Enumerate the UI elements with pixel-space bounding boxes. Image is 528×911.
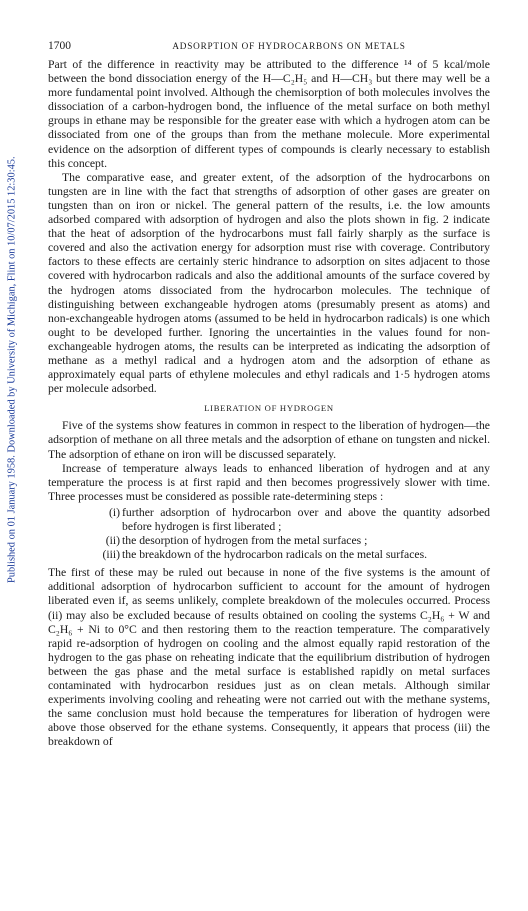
list-item: [48, 548, 490, 562]
paragraph-4: Increase of temperature always leads to enhanced liberation of hydrogen and at any temperature the process is at first rapid and then becomes progressively slower with time. Three processes must be considered as possible rate-determining steps :: [48, 461, 490, 503]
running-title: ADSORPTION OF HYDROCARBONS ON METALS: [172, 41, 406, 51]
paragraph-1: Part of the difference in reactivity may be attributed to the difference ¹⁴ of 5 kcal/mole between the bond dissociation energy of the H—C₂H₅ and H—CH₃ but there may well be a more fundamental point involved. Although the chemisorption of both molecules involves the dissociation of a carbon-hydrogen bond, the influence of the metal surface on both methyl groups in ethane may be responsible for the greater ease with which a hydrogen atom can be dissociated from one of the groups than from the methane molecule. More experimental evidence on the adsorption of different types of compounds is clearly necessary to establish this concept.: [48, 58, 490, 170]
list-item-number: (i): [108, 505, 120, 519]
list-item-number: (ii): [105, 534, 120, 548]
list-item-text: further adsorption of hydrocarbon over and above the quantity adsorbed before hydrogen is first liberated ;: [122, 505, 490, 533]
list-item: [48, 534, 490, 548]
list-item-text: the breakdown of the hydrocarbon radicals on the metal surfaces.: [122, 548, 428, 562]
download-watermark: Published on 01 January 1958. Downloaded by University of Michigan, Flint on 10/07/2015 12:30:45.: [6, 156, 18, 584]
page-number: 1700: [48, 40, 71, 52]
section-heading: LIBERATION OF HYDROGEN: [204, 403, 334, 414]
list-item: [48, 506, 490, 534]
page-header: [48, 40, 488, 56]
paragraph-5: The first of these may be ruled out because in none of the five systems is the amount of additional adsorption of hydrocarbon sufficient to account for the amount of hydrogen liberated even if, as seems unlikely, complete breakdown of the molecules occurred. Process (ii) may also be excluded because of results obtained on cooling the systems C₂H₆ + W and C₂H₆ + Ni to 0°C and then restoring them to the reaction temperature. The comparatively rapid re-adsorption of hydrogen on cooling and the almost equally rapid restoration of the hydrogen to the gas phase on reheating indicate that the equilibrium distribution of hydrogen between the gas phase and the metal surface is established rapidly on metal surfaces contaminated with hydrocarbon residues just as on clean metals. Although similar experiments involving cooling and reheating were not carried out with the methane systems, the same conclusion must hold because the temperatures for liberation of hydrogen were above those observed for the ethane systems. Consequently, it appears that process (iii) the breakdown of: [48, 566, 490, 749]
list-item-number: (iii): [102, 548, 120, 562]
paragraph-2: The comparative ease, and greater extent, of the adsorption of the hydrocarbons on tungsten are in line with the fact that strengths of adsorption of other gases are greater on tungsten than on iron or nickel. The general pattern of the results, i.e. the low amounts adsorbed compared with adsorption of hydrogen and also the plots shown in fig. 2 indicate that the heat of adsorption of the hydrocarbons must fall fairly sharply as the surface is covered and also the activation energy for adsorption must rise with coverage. Contributory factors to these effects are certainly steric hindrance to adsorption on sites adjacent to those covered with hydrocarbon radicals and also the additional amounts of the surface covered by the hydrogen atoms dissociated from the hydrocarbon molecules. The technique of distinguishing between exchangeable hydrogen atoms (presumably present as atoms) and non-exchangeable hydrogen atoms (assumed to be held in hydrocarbon radicals) is one which ought to be developed further. Ignoring the uncertainties in the values found for non-exchangeable hydrogen atoms, the results can be interpreted as indicating the adsorption of methane as a methyl radical and a hydrogen atom and the adsorption of ethane as approximately equal parts of ethylene molecules and ethyl radicals and 1·5 hydrogen atoms per molecule adsorbed.: [48, 170, 490, 396]
article-body: [48, 58, 490, 750]
list-item-text: the desorption of hydrogen from the metal surfaces ;: [122, 534, 368, 548]
paragraph-3: Five of the systems show features in common in respect to the liberation of hydrogen—the adsorption of methane on all three metals and the adsorption of ethane on tungsten and nickel. The adsorption of ethane on iron will be discussed separately.: [48, 419, 490, 461]
rate-step-list: [48, 506, 490, 562]
